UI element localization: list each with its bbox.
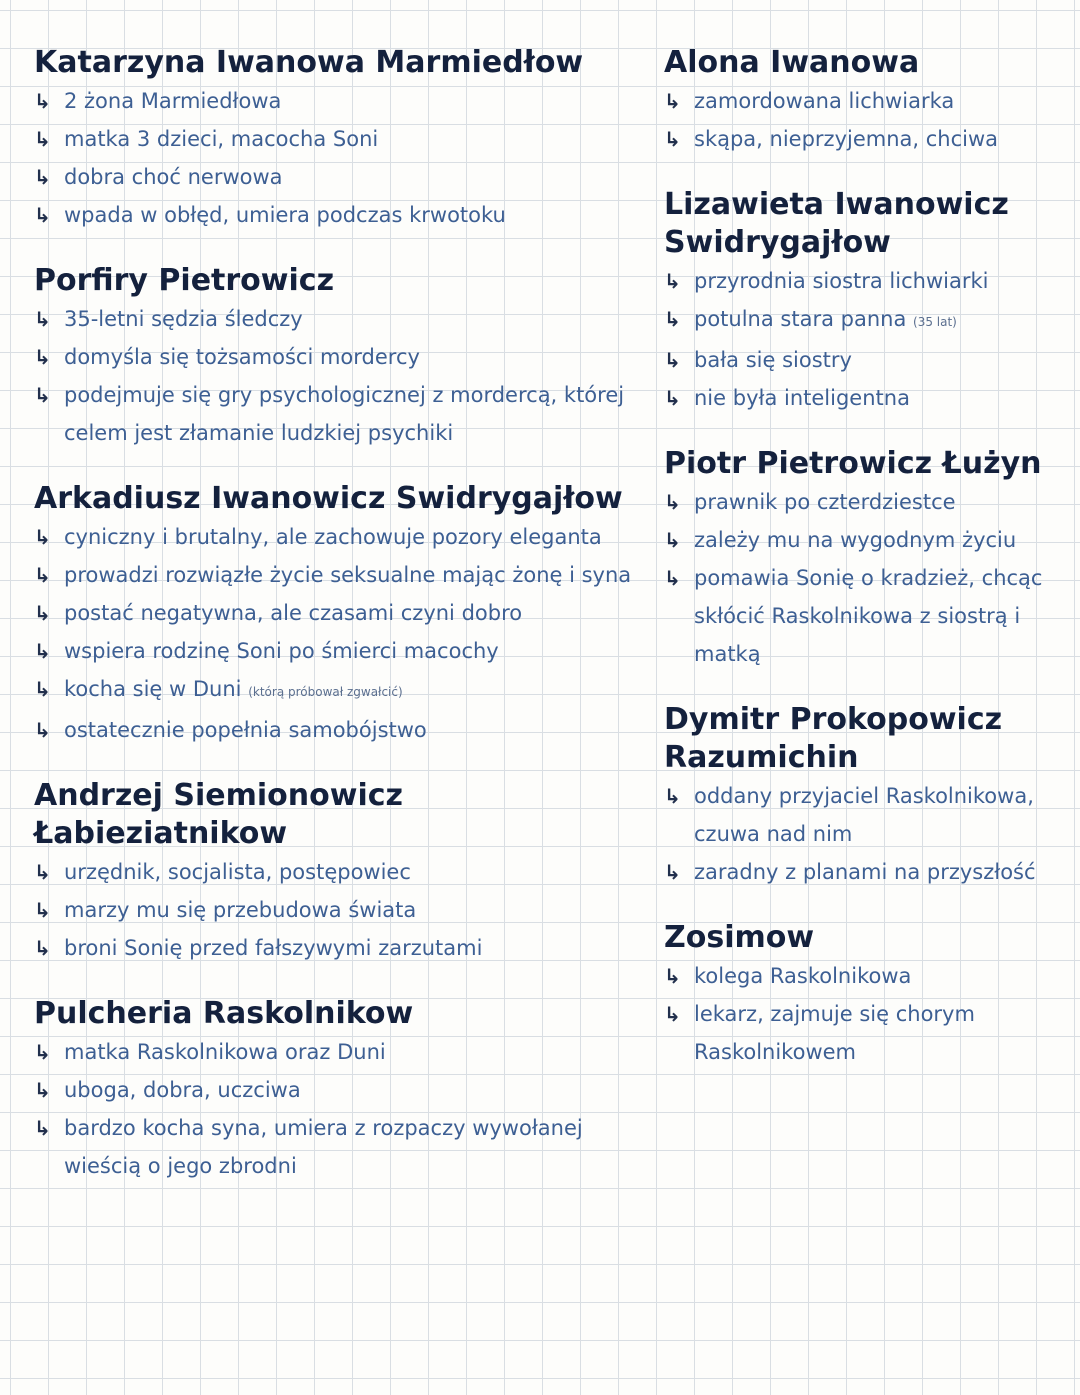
list-item: ↳ uboga, dobra, uczciwa: [34, 1071, 644, 1109]
arrow-icon: ↳: [664, 860, 681, 884]
list-item: ↳ matka 3 dzieci, macocha Soni: [34, 120, 644, 158]
arrow-icon: ↳: [34, 639, 51, 663]
character-pulcheria: [34, 995, 644, 1185]
arrow-icon: ↳: [664, 784, 681, 808]
character-name: Dymitr Prokopowicz Razumichin: [664, 702, 1003, 775]
list-item: ↳ skąpa, nieprzyjemna, chciwa: [664, 120, 1064, 158]
left-column: [34, 44, 644, 1213]
list-item: ↳ wpada w obłęd, umiera podczas krwotoku: [34, 196, 644, 234]
character-name: Arkadiusz Iwanowicz Swidrygajłow: [34, 481, 623, 516]
character-name: Lizawieta Iwanowicz Swidrygajłow: [664, 187, 1009, 260]
list-item: ↳ podejmuje się gry psychologicznej z mordercą, której celem jest złamanie ludzkiej psychiki: [34, 376, 644, 452]
list-item: ↳ zamordowana lichwiarka: [664, 82, 1064, 120]
arrow-icon: ↳: [664, 490, 681, 514]
list-item: ↳ urzędnik, socjalista, postępowiec: [34, 853, 644, 891]
arrow-icon: ↳: [34, 718, 51, 742]
arrow-icon: ↳: [664, 528, 681, 552]
character-arkadiusz: [34, 480, 644, 749]
arrow-icon: ↳: [664, 307, 681, 331]
arrow-icon: ↳: [34, 383, 51, 407]
arrow-icon: ↳: [664, 386, 681, 410]
character-lizawieta: [664, 186, 1064, 417]
arrow-icon: ↳: [34, 1078, 51, 1102]
arrow-icon: ↳: [34, 525, 51, 549]
arrow-icon: ↳: [34, 898, 51, 922]
character-name: Andrzej Siemionowicz Łabieziatnikow: [34, 778, 403, 851]
list-item: ↳ lekarz, zajmuje się chorym Raskolnikowem: [664, 995, 1064, 1071]
list-item: ↳ prawnik po czterdziestce: [664, 483, 1064, 521]
arrow-icon: ↳: [664, 127, 681, 151]
arrow-icon: ↳: [34, 563, 51, 587]
character-katarzyna: [34, 44, 644, 234]
arrow-icon: ↳: [664, 89, 681, 113]
list-item: ↳ marzy mu się przebudowa świata: [34, 891, 644, 929]
list-item: ↳ potulna stara panna (35 lat): [664, 300, 1064, 341]
arrow-icon: ↳: [664, 269, 681, 293]
arrow-icon: ↳: [34, 601, 51, 625]
list-item: ↳ domyśla się tożsamości mordercy: [34, 338, 644, 376]
list-item: ↳ zależy mu na wygodnym życiu: [664, 521, 1064, 559]
arrow-icon: ↳: [34, 677, 51, 701]
arrow-icon: ↳: [664, 566, 681, 590]
list-item: ↳ broni Sonię przed fałszywymi zarzutami: [34, 929, 644, 967]
character-porfiry: [34, 262, 644, 452]
arrow-icon: ↳: [34, 307, 51, 331]
character-name: Pulcheria Raskolnikow: [34, 996, 414, 1031]
list-item: ↳ kolega Raskolnikowa: [664, 957, 1064, 995]
character-name: Porfiry Pietrowicz: [34, 263, 335, 298]
list-item: ↳ 2 żona Marmiedłowa: [34, 82, 644, 120]
list-item: ↳ przyrodnia siostra lichwiarki: [664, 262, 1064, 300]
character-alona: [664, 44, 1064, 158]
character-dymitr: [664, 701, 1064, 891]
arrow-icon: ↳: [34, 345, 51, 369]
list-item: ↳ ostatecznie popełnia samobójstwo: [34, 711, 644, 749]
list-item: ↳ bała się siostry: [664, 341, 1064, 379]
character-zosimow: [664, 919, 1064, 1071]
side-note: (35 lat): [913, 315, 957, 329]
arrow-icon: ↳: [34, 1116, 51, 1140]
arrow-icon: ↳: [34, 127, 51, 151]
list-item: ↳ zaradny z planami na przyszłość: [664, 853, 1064, 891]
arrow-icon: ↳: [664, 1002, 681, 1026]
character-piotr: [664, 445, 1064, 673]
character-andrzej: [34, 777, 644, 967]
list-item: ↳ wspiera rodzinę Soni po śmierci macochy: [34, 632, 644, 670]
arrow-icon: ↳: [34, 165, 51, 189]
arrow-icon: ↳: [34, 936, 51, 960]
arrow-icon: ↳: [34, 203, 51, 227]
character-name: Zosimow: [664, 920, 815, 955]
right-column: [664, 44, 1064, 1099]
character-name: Alona Iwanowa: [664, 45, 920, 80]
list-item: ↳ oddany przyjaciel Raskolnikowa, czuwa nad nim: [664, 777, 1064, 853]
arrow-icon: ↳: [664, 964, 681, 988]
list-item: ↳ nie była inteligentna: [664, 379, 1064, 417]
arrow-icon: ↳: [34, 89, 51, 113]
list-item: ↳ kocha się w Duni (którą próbował zgwałcić): [34, 670, 644, 711]
character-name: Katarzyna Iwanowa Marmiedłow: [34, 45, 584, 80]
list-item: ↳ postać negatywna, ale czasami czyni dobro: [34, 594, 644, 632]
side-note: (którą próbował zgwałcić): [248, 685, 403, 699]
list-item: ↳ 35-letni sędzia śledczy: [34, 300, 644, 338]
arrow-icon: ↳: [34, 1040, 51, 1064]
arrow-icon: ↳: [34, 860, 51, 884]
list-item: ↳ dobra choć nerwowa: [34, 158, 644, 196]
list-item: ↳ cyniczny i brutalny, ale zachowuje pozory eleganta: [34, 518, 644, 556]
list-item: ↳ prowadzi rozwiązłe życie seksualne mając żonę i syna: [34, 556, 644, 594]
character-name: Piotr Pietrowicz Łużyn: [664, 446, 1042, 481]
list-item: ↳ matka Raskolnikowa oraz Duni: [34, 1033, 644, 1071]
list-item: ↳ bardzo kocha syna, umiera z rozpaczy wywołanej wieścią o jego zbrodni: [34, 1109, 644, 1185]
list-item: ↳ pomawia Sonię o kradzież, chcąc skłócić Raskolnikowa z siostrą i matką: [664, 559, 1064, 673]
arrow-icon: ↳: [664, 348, 681, 372]
